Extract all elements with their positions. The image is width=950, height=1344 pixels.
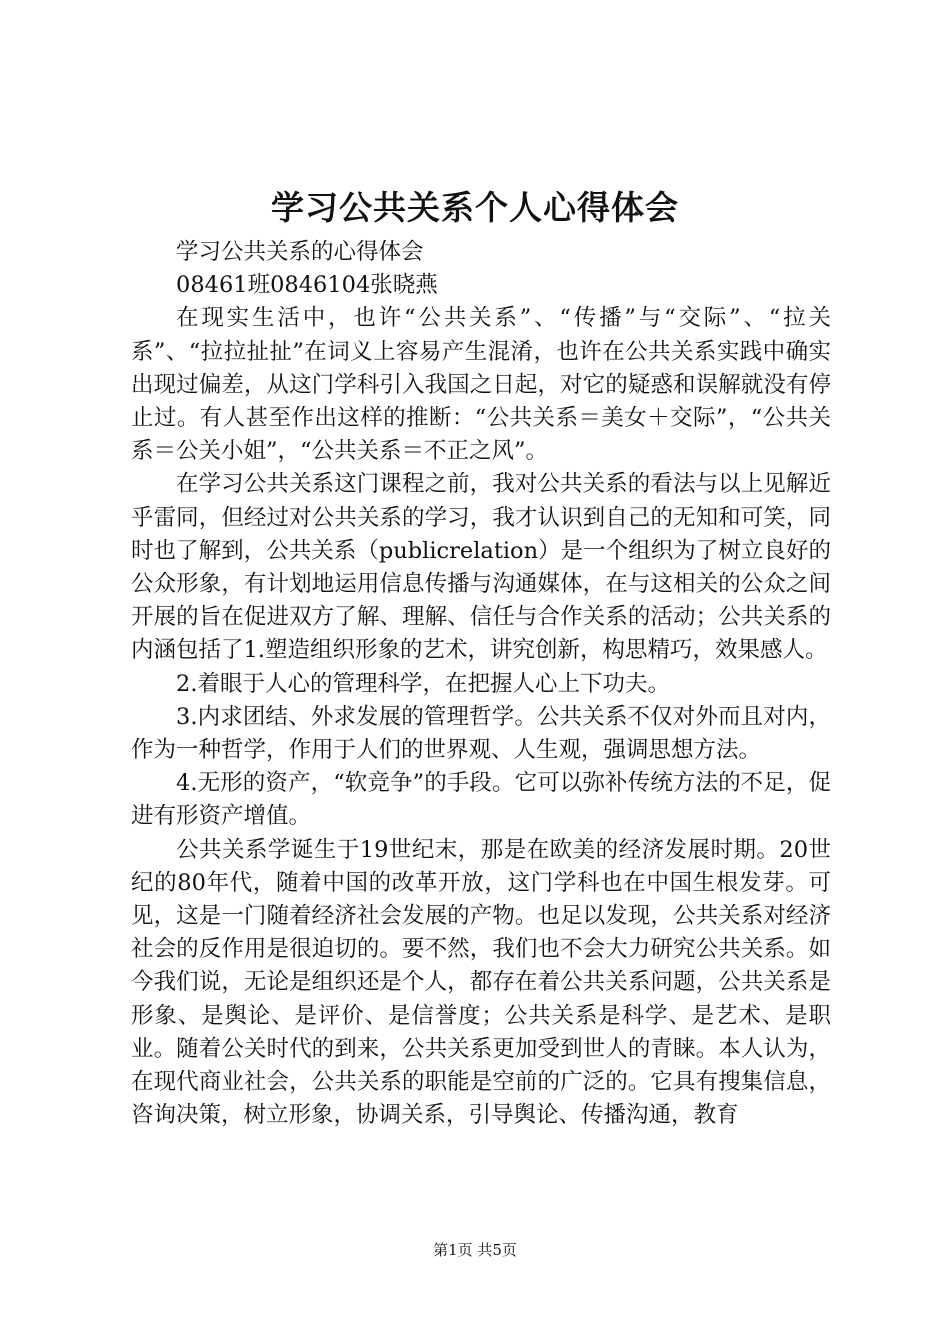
paragraph-3: 2.着眼于人心的管理科学，在把握人心上下功夫。 [176, 670, 670, 697]
paragraph-6: 公共关系学诞生于19世纪末，那是在欧美的经济发展时期。20世纪的80年代，随着中国的改革开放，这门学科也在中国生根发芽。可见，这是一门随着经济社会发展的产物。也足以发现，公共关系对经济社会的反作用是很迫切的。要不然，我们也不会大力研究公共关系。如今我们说，无论是组织还是个人，都存在着公共关系问题，公共关系是形象、是舆论、是评价、是信誉度；公共关系是科学、是艺术、是职业。随着公关时代的到来，公共关系更加受到世人的青睐。本人认为，在现代商业社会，公共关系的职能是空前的广泛的。它具有搜集信息，咨询决策，树立形象，协调关系，引导舆论、传播沟通，教育 [131, 836, 831, 1129]
document-body [131, 236, 831, 1132]
paragraph-5: 4.无形的资产，“软竞争”的手段。它可以弥补传统方法的不足，促进有形资产增值。 [131, 770, 831, 830]
paragraph-4: 3.内求团结、外求发展的管理哲学。公共关系不仅对外而且对内，作为一种哲学，作用于人们的世界观、人生观，强调思想方法。 [131, 703, 831, 764]
paragraph-2: 在学习公共关系这门课程之前，我对公共关系的看法与以上见解近乎雷同，但经过对公共关系的学习，我才认识到自己的无知和可笑，同时也了解到，公共关系（publicrelation）是一个组织为了树立良好的公众形象，有计划地运用信息传播与沟通媒体，在与这相关的公众之间开展的旨在促进双方了解、理解、信任与合作关系的活动；公共关系的内涵包括了1.塑造组织形象的艺术，讲究创新，构思精巧，效果感人。 [131, 471, 831, 664]
paragraph-subtitle: 学习公共关系的心得体会 [176, 239, 424, 265]
paragraph-1: 在现实生活中，也许“公共关系”、“传播”与“交际”、“拉关系”、“拉拉扯扯”在词义上容易产生混淆，也许在公共关系实践中确实出现过偏差，从这门学科引入我国之日起，对它的疑惑和误解就没有停止过。有人甚至作出这样的推断：“公共关系＝美女＋交际”，“公共关系＝公关小姐”，“公共关系＝不正之风”。 [131, 305, 831, 465]
document-title: 学习公共关系个人心得体会 [271, 188, 679, 227]
paragraph-author: 08461班0846104张晓燕 [176, 272, 438, 299]
page-number-footer: 第1页 共5页 [433, 1241, 517, 1259]
